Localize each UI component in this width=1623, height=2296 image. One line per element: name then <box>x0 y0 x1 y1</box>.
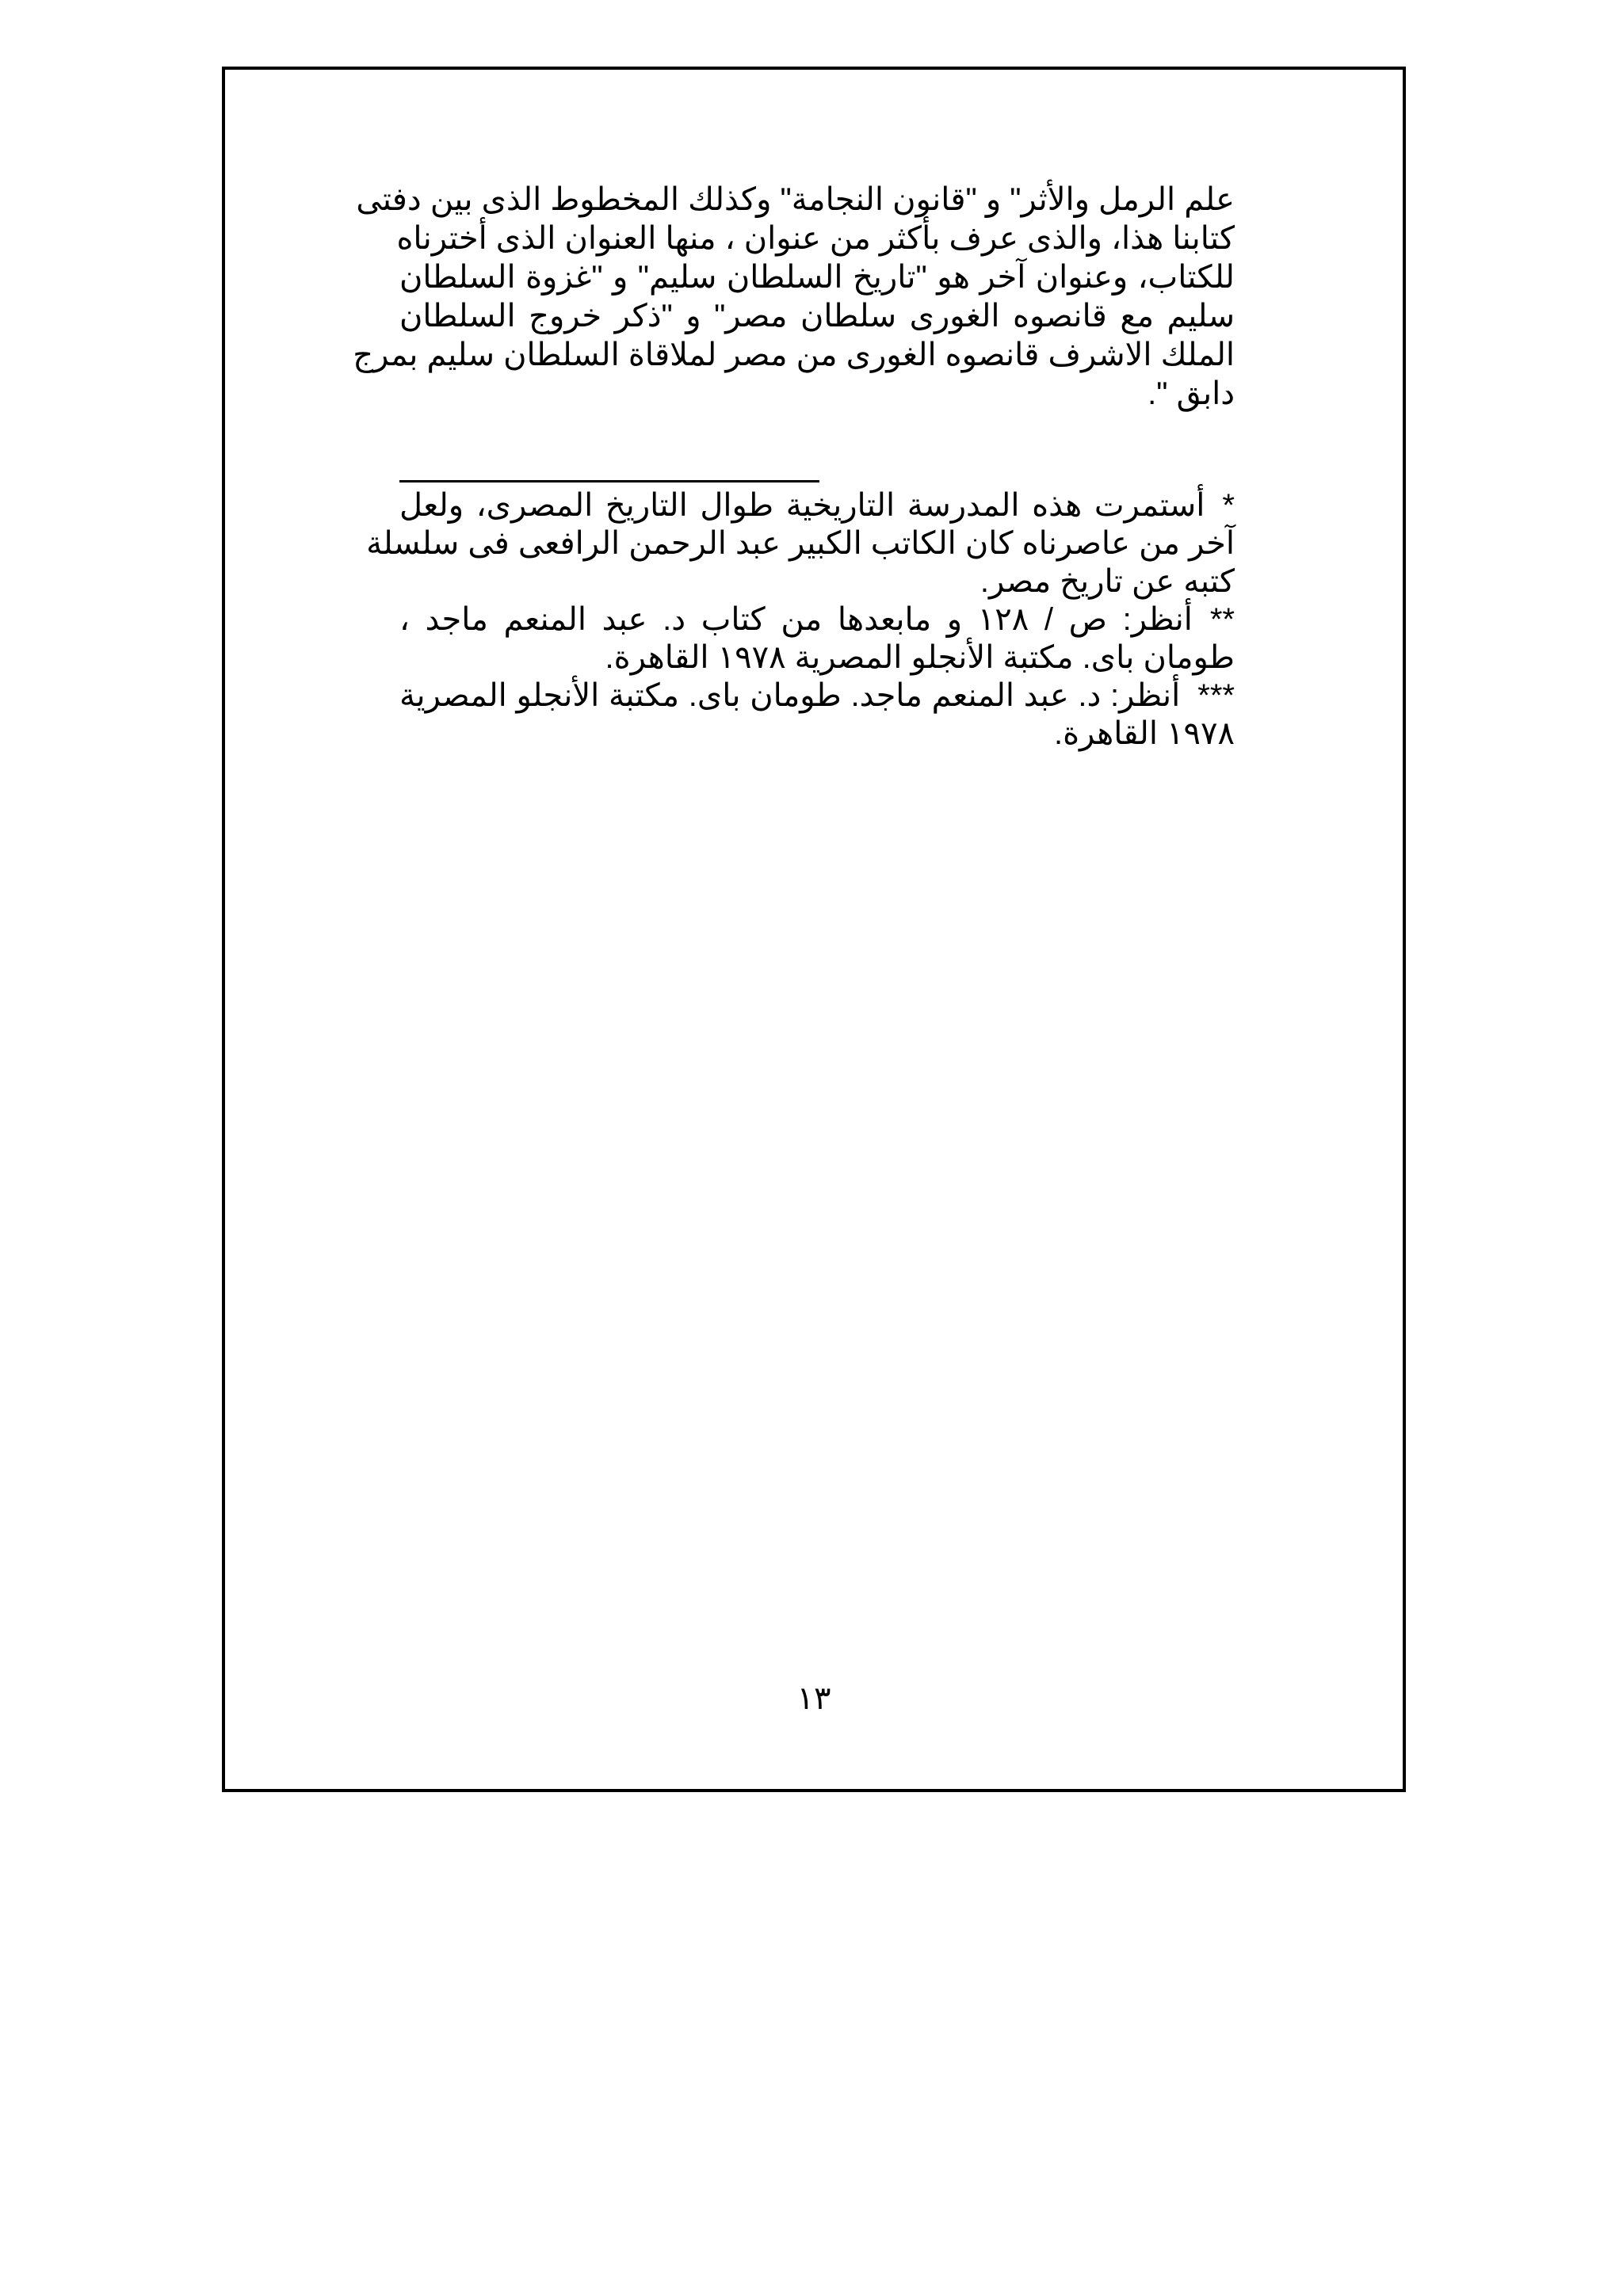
body-line: علم الرمل والأثر" و "قانون النجامة" وكذلك المخطوط الذى بين دفتى <box>356 182 1235 217</box>
footnote-line <box>399 486 1235 524</box>
footnote-line: طومان باى. مكتبة الأنجلو المصرية ١٩٧٨ القاهرة. <box>605 640 1235 675</box>
footnote-line: كتبه عن تاريخ مصر. <box>980 564 1235 599</box>
body-line: كتابنا هذا، والذى عرف بأكثر من عنوان ، منها العنوان الذى أخترناه <box>396 221 1235 256</box>
footnote-separator <box>399 480 819 482</box>
footnote-2 <box>399 601 1235 677</box>
footnotes <box>366 486 1235 753</box>
footnote-line: آخر من عاصرناه كان الكاتب الكبير عبد الرحمن الرافعى فى سلسلة <box>366 526 1235 561</box>
footnote-text: أستمرت هذه المدرسة التاريخية طوال التاريخ المصرى، ولعل <box>399 488 1205 523</box>
footnote-1 <box>366 486 1235 601</box>
footnote-line <box>399 601 1235 639</box>
footnote-marker: ** <box>1209 602 1235 637</box>
body-line: دابق ". <box>1148 376 1235 411</box>
footnote-marker: * <box>1222 488 1235 523</box>
footnote-marker: *** <box>1197 678 1235 713</box>
body-line: الملك الاشرف قانصوه الغورى من مصر لملاقاة السلطان سليم بمرج <box>353 338 1235 372</box>
page-frame <box>222 67 1406 1792</box>
body-paragraph <box>353 181 1235 414</box>
body-line: سليم مع قانصوه الغورى سلطان مصر" و "ذكر خروج السلطان <box>399 299 1235 334</box>
footnote-line: ١٩٧٨ القاهرة. <box>1053 716 1235 751</box>
page-number: ١٣ <box>796 1681 831 1716</box>
body-line: للكتاب، وعنوان آخر هو "تاريخ السلطان سليم" و "غزوة السلطان <box>399 260 1235 295</box>
footnote-line <box>399 677 1235 715</box>
footnote-text: أنظر: ص / ١٢٨ و مابعدها من كتاب د. عبد المنعم ماجد ، <box>399 602 1193 637</box>
footnote-text: أنظر: د. عبد المنعم ماجد. طومان باى. مكتبة الأنجلو المصرية <box>399 678 1181 713</box>
footnote-3 <box>399 677 1235 753</box>
